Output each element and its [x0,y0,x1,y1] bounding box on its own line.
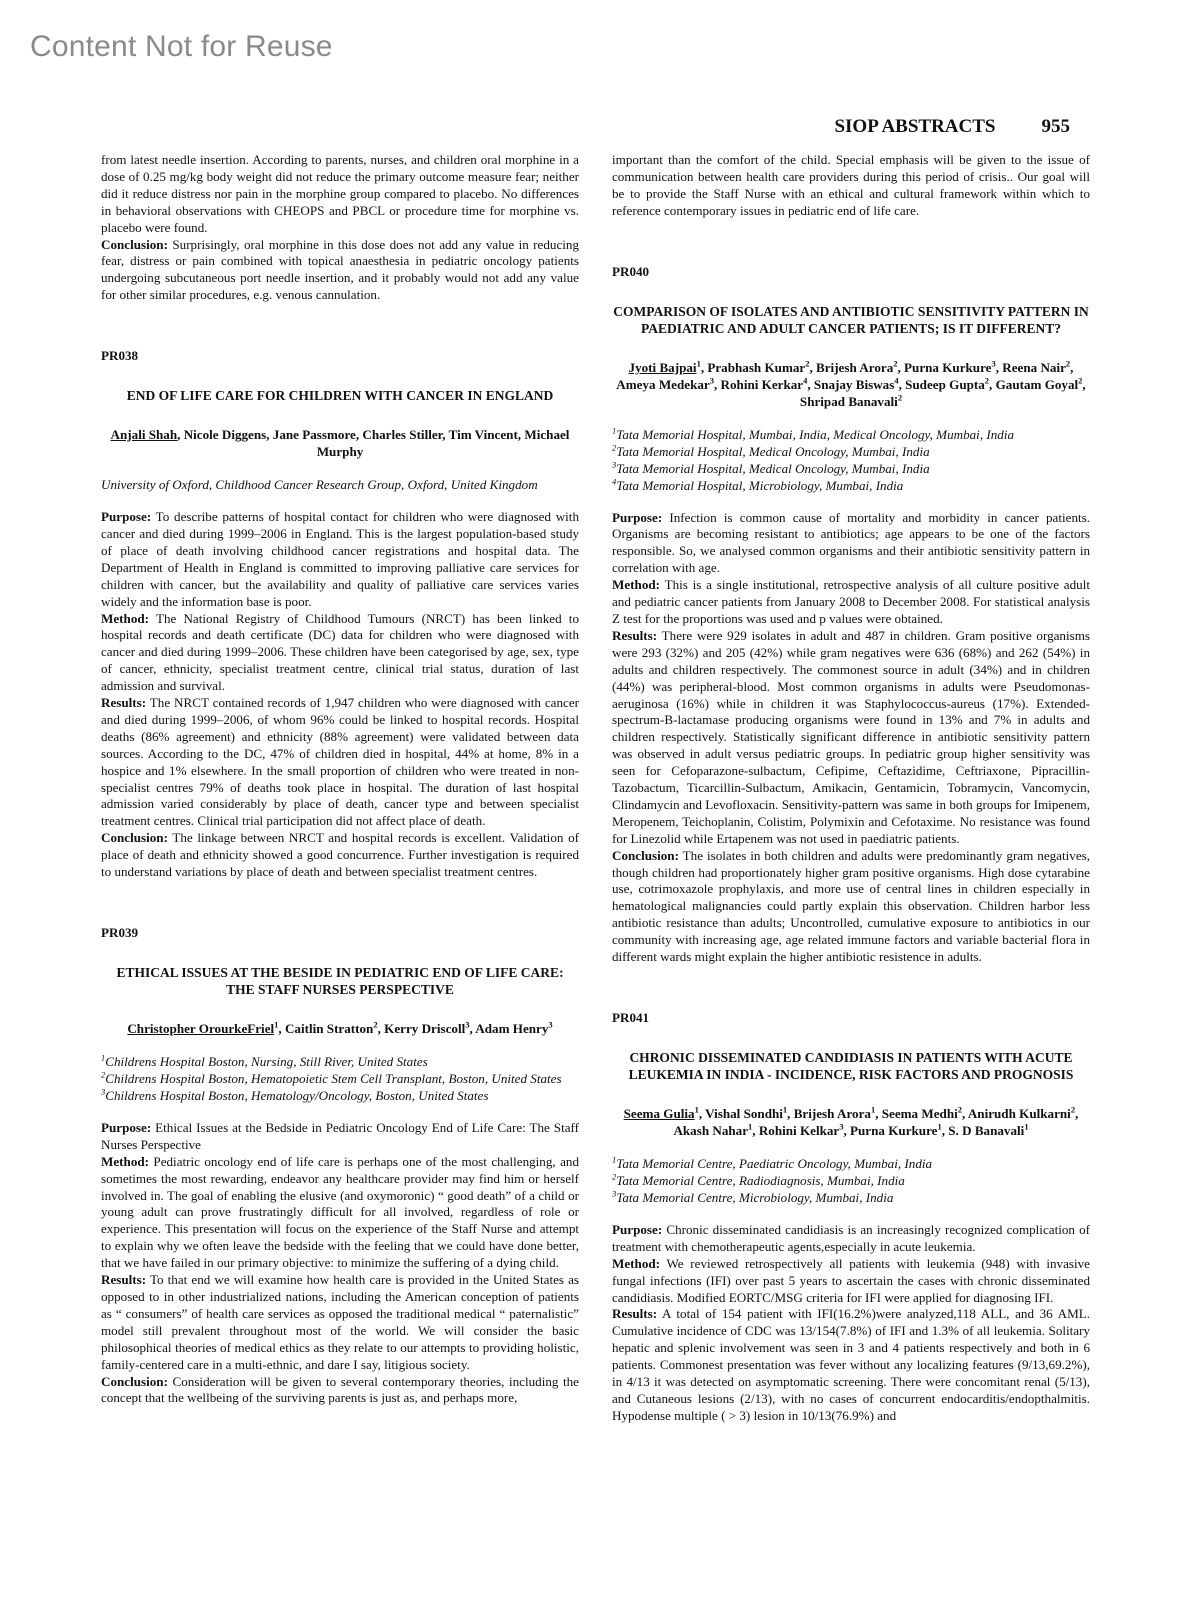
section-text: The linkage between NRCT and hospital records is excellent. Validation of place of death and ethnicity showed a good concurrence. Further investigation is required to understand variations by place of death and between specialist treatment centres. [101,830,579,880]
continued-paragraph: important than the comfort of the child. Special emphasis will be given to the issue of communication between health care providers during this period of crisis.. Our goal will be to provide the Staff Nurse with an ethical and cultural framework within which to reference contemporary issues in pediatric end of life care. [612,152,1090,218]
author: Purna Kurkure [904,359,992,375]
author: Rohini Kerkar [720,376,804,392]
author: Anirudh Kulkarni [967,1105,1071,1121]
author-sup: 2 [893,358,898,369]
author-sup: 2 [373,1019,378,1030]
author-sup: 1 [782,1104,788,1115]
author-list: Jyoti Bajpai$^1$, Prabhash Kumar$^2$, Brijesh Arora$^2$, Purna Kurkure$^3$, Reena Nair$^2$, Ameya Medekar$^3$, Rohini Kerkar$^4$, Snajay Biswas$^4$, Sudeep Gupta$^2$, Gautam Goyal$^2$, Shripad Banavali$^2$ [616,358,1086,409]
conclusion-section [101,1374,579,1408]
section-label: Purpose: [101,1119,152,1135]
author-sup: 1 [274,1019,279,1030]
section-label: Purpose: [612,509,663,525]
author: Reena Nair [1002,359,1066,375]
author-sup: 2 [957,1104,962,1115]
method-section [612,1256,1090,1307]
section-label: Purpose: [612,1221,663,1237]
abstract-code: PR039 [101,925,139,940]
affiliation: $^4$Tata Memorial Hospital, Microbiology, Mumbai, India [612,476,904,493]
author-sup: 1 [870,1104,876,1115]
author-sup: 2 [984,375,990,386]
running-head [834,116,1070,138]
affiliation-list [612,426,1090,494]
results-section [612,1306,1090,1424]
results-section [101,695,579,830]
author: Vishal Sondhi [705,1105,783,1121]
author: Brijesh Arora [816,359,894,375]
author: Gautam Goyal [995,376,1079,392]
section-label: Conclusion: [101,830,168,846]
author-sup: 1 [694,1104,699,1115]
author-sup: 1 [1024,1121,1029,1132]
section-text: The National Registry of Childhood Tumours (NRCT) has been linked to hospital records and death certificate (DC) data for children who were diagnosed with cancer and died during 1999–2006. These children have been categorised by age, sex, type of cancer, ethnicity, specialist treatment centre, clinical trial status, duration of last admission and survival. [101,610,579,694]
author: Caitlin Stratton [284,1020,374,1036]
author: Kerry Driscoll [384,1020,466,1036]
affiliation: $^3$Tata Memorial Centre, Microbiology, Mumbai, India [612,1188,894,1205]
affiliation: $^2$Childrens Hospital Boston, Hematopoietic Stem Cell Transplant, Boston, United States [101,1069,562,1086]
section-label: Results: [101,695,147,711]
method-section [101,1154,579,1272]
affiliation: $^1$Childrens Hospital Boston, Nursing, Still River, United States [101,1052,428,1069]
section-text: This is a single institutional, retrospective analysis of all culture positive adult and pediatric cancer patients from January 2008 to December 2008. For statistical analysis Z test for the proportions was used and p values were obtained. [612,577,1090,626]
abstract-title: ETHICAL ISSUES AT THE BESIDE IN PEDIATRIC END OF LIFE CARE: THE STAFF NURSES PERSPECTIVE [116,964,564,997]
author-sup: 2 [897,392,903,403]
purpose-section [101,509,579,610]
section-text: Ethical Issues at the Bedside in Pediatric Oncology End of Life Care: The Staff Nurses Perspective [101,1119,579,1152]
section-label: Method: [101,610,150,626]
section-text: A total of 154 patient with IFI(16.2%)were analyzed,118 ALL, and 36 AML. Cumulative incidence of CDC was 13/154(7.8%) of IFI and 1.3% of all leukemia. Solitary hepatic and splenic involvement was seen in 3 and 4 patients respectively and both in 6 patients. Commonest presentation was fever without any localizing features (9/13,69.2%), in 4/13 it was detected on asymptomatic screening. There were concomitant renal (5/13), and Cutaneous lesions (2/13), with no cases of concurrent endocarditis/endopthalmitis. Hypodense multiple ( > 3) lesion in 10/13(76.9%) and [612,1306,1090,1423]
purpose-section [101,1120,579,1154]
method-section [612,577,1090,628]
section-label: Results: [101,1272,147,1288]
author-sup: 3 [709,375,714,386]
author-sup: 2 [1070,1104,1076,1115]
section-label: Conclusion: [101,236,168,252]
author-sup: 1 [937,1121,942,1132]
abstract-code: PR041 [612,1010,650,1025]
affiliation: $^1$Tata Memorial Centre, Paediatric Oncology, Mumbai, India [612,1154,933,1171]
affiliation-list [101,1053,579,1104]
section-text: The NRCT contained records of 1,947 children who were diagnosed with cancer and died during 1999–2006, of whom 96% could be linked to hospital records. Hospital deaths (86% agreement) and ethnicity (88% agreement) were validated between data sources. According to the DC, 47% of children died in hospital, 44% at home, 8% in a hospice and 1% elsewhere. In the small proportion of children who were treated in non-specialist centres 79% of deaths took place in hospital. The duration of last hospital admission varied considerably by place of death, cancer type and between specialist treatment centres. Clinical trial participation did not affect place of death. [101,695,579,829]
affiliation-list [612,1155,1090,1206]
author-sup: 1 [748,1121,753,1132]
abstract-pr041 [612,1010,1090,1425]
continued-conclusion [101,237,579,305]
section-text: Consideration will be given to several contemporary theories, including the concept that the wellbeing of the surviving parents is just as, and perhaps more, [101,1373,579,1406]
author: Sudeep Gupta [905,376,985,392]
author: Adam Henry [475,1020,549,1036]
abstract-pr038 [101,348,579,881]
abstract-pr040 [612,264,1090,966]
section-label: Conclusion: [101,1373,168,1389]
section-text: We reviewed retrospectively all patients with leukemia (948) with invasive fungal infections (IFI) over past 5 years to ascertain the cases with chronic disseminated candidiasis. Modified EORTC/MSG criteria for IFI were applied for diagnosing IFI. [612,1255,1090,1305]
section-text: Infection is common cause of mortality and morbidity in cancer patients. Organisms are becoming resistant to antibiotics; age appears to be one of the factors responsible. So, we analysed common organisms and their antibiotic sensitivity pattern in correlation with age. [612,509,1090,576]
abstract-title: CHRONIC DISSEMINATED CANDIDIASIS IN PATIENTS WITH ACUTE LEUKEMIA IN INDIA - INCIDENCE, RISK FACTORS AND PROGNOSIS [628,1049,1074,1082]
section-text: The isolates in both children and adults were predominantly gram negatives, though children had proportionately higher gram positive organisms. High dose cytarabine use, cotrimoxazole prophylaxis, and more use of central lines in children especially in hematological malignancies could partly explain this observation. Children harbor less antibiotic resistance than adults; Uncontrolled, cumulative exposure to antibiotics in our community with increasing age, age related immune factors and variable bacterial flora in different wards might explain the higher antibiotic resistence in adults. [612,847,1090,965]
author: Purna Kurkure [850,1122,938,1138]
left-column [101,152,579,1407]
affiliation: $^1$Tata Memorial Hospital, Mumbai, India, Medical Oncology, Mumbai, India [612,425,1015,442]
author-sup: 1 [696,358,701,369]
other-authors: , Nicole Diggens, Jane Passmore, Charles Stiller, Tim Vincent, Michael Murphy [177,427,570,460]
affiliation: $^3$Tata Memorial Hospital, Medical Oncology, Mumbai, India [612,459,930,476]
presenting-author: Anjali Shah [110,427,178,443]
author: S. D Banavali [948,1122,1025,1138]
author-sup: 3 [465,1019,470,1030]
section-label: Purpose: [101,509,152,525]
abstract-title: COMPARISON OF ISOLATES AND ANTIBIOTIC SENSITIVITY PATTERN IN PAEDIATRIC AND ADULT CANCER PATIENTS; IS IT DIFFERENT? [613,303,1089,336]
affiliation: $^3$Childrens Hospital Boston, Hematology/Oncology, Boston, United States [101,1086,489,1103]
purpose-section [612,510,1090,578]
author-sup: 2 [1065,358,1071,369]
page-number: 955 [1041,116,1070,137]
presenting-author: Jyoti Bajpai [628,359,697,375]
abstract-title: END OF LIFE CARE FOR CHILDREN WITH CANCER IN ENGLAND [126,388,554,404]
abstract-code: PR038 [101,348,139,364]
author: Akash Nahar [673,1122,749,1138]
affiliation: $^2$Tata Memorial Centre, Radiodiagnosis, Mumbai, India [612,1171,905,1188]
purpose-section [612,1222,1090,1256]
author: Ameya Medekar [616,376,710,392]
author-list: Christopher OrourkeFriel$^1$, Caitlin Stratton$^2$, Kerry Driscoll$^3$, Adam Henry$^3$ [127,1019,553,1036]
section-label: Results: [612,1306,658,1322]
section-text: Surprisingly, oral morphine in this dose does not add any value in reducing fear, distress or pain combined with topical anaesthesia in pediatric oncology patients undergoing subcutaneous port needle insertion, and it probably would not add any value for other similar procedures, e.g. venous cannulation. [101,236,579,303]
author-sup: 2 [1078,375,1083,386]
section-label: Method: [101,1153,150,1169]
author-sup: 4 [803,375,808,386]
author-list [101,426,579,460]
author-sup: 2 [805,358,810,369]
results-section [612,628,1090,848]
presenting-author: Seema Gulia [623,1105,695,1121]
affiliation: University of Oxford, Childhood Cancer Research Group, Oxford, United Kingdom [101,477,538,493]
method-section [101,611,579,696]
affiliation: $^2$Tata Memorial Hospital, Medical Oncology, Mumbai, India [612,442,930,459]
section-label: Conclusion: [612,847,679,863]
watermark: Content Not for Reuse [30,30,333,63]
author: Rohini Kelkar [758,1122,840,1138]
continued-paragraph: from latest needle insertion. According to parents, nurses, and children oral morphine in a dose of 0.25 mg/kg body weight did not reduce the primary outcome measure fear; neither did it reduce distress nor pain in the morphine group compared to placebo. No differences in behavioral observations with CHEOPS and PBCL or procedure time for morphine vs. placebo were found. [101,152,579,235]
author: Snajay Biswas [813,376,895,392]
section-text: There were 929 isolates in adult and 487 in children. Gram positive organisms were 293 (32%) and 205 (42%) while gram negatives were 636 (68%) and 262 (54%) in adults and children respectively. The commonest source in adult (34%) and in children (44%) was peripheral-blood. Most common organisms in adults were Pseudomonas- aeruginosa (16%) while in children it was Staphylococcus-aureus (17%). Extended-spectrum-B-lactamase producing organisms were found in 13% and 7% in adults and children respectively. Statistically significant difference in antibiotic sensitivity pattern was observed in adult versus pediatric groups. In pediatric group higher sensitivity was seen for Cefoparazone-sulbactum, Cefipime, Ceftazidime, Ceftriaxone, Pipracillin-Tazobactum, Ticarcillin-Sulbactum, Amikacin, Gentamicin, Tobramycin, Vancomycin, Clindamycin and Levofloxacin. Sensitivity-pattern was same in both groups for Imipenem, Meropenem, Teichoplanin, Colistim, Polymixin and Cefotaxime. No resistance was found for Linezolid while Ertapenem was not used in paediatric patients. [612,627,1090,846]
conclusion-section [612,848,1090,966]
section-text: To describe patterns of hospital contact for children who were diagnosed with cancer and died during 1999–2006 in England. This is the largest population-based study of place of death involving childhood cancer registrations and hospital data. The Department of Health in England is committed to improving palliative care services for children with cancer, but the availability and quality of palliative care services varies widely and the information base is poor. [101,509,579,609]
section-label: Results: [612,627,658,643]
author-sup: 3 [548,1019,553,1030]
author: Seema Medhi [881,1105,958,1121]
author: Shripad Banavali [799,393,898,409]
presenting-author: Christopher OrourkeFriel [127,1020,275,1036]
section-label: Method: [612,1255,661,1271]
author-sup: 4 [894,375,899,386]
section-text: To that end we will examine how health care is provided in the United States as opposed to in other industrialized nations, including the American conception of patients as “ consumers” of health care services as opposed the traditional medical “ paternalistic” model still prevalent throughout most of the world. We will consider the basic philosophical theories of medical ethics as they relate to our attempts to providing holistic, family-centered care in a multi-ethnic, and dare I say, litigious society. [101,1272,579,1372]
section-label: Method: [612,577,661,593]
right-column [612,152,1090,1425]
conclusion-section [101,830,579,881]
section-text: Chronic disseminated candidiasis is an increasingly recognized complication of treatment with chemotherapeutic agents,especially in acute leukemia. [612,1221,1090,1254]
journal-name: SIOP ABSTRACTS [834,116,996,137]
author-sup: 3 [839,1121,844,1132]
section-text: Pediatric oncology end of life care is perhaps one of the most challenging, and sometimes the most rewarding, endeavor any healthcare provider may find him or herself involved in. The goal of enabling the elusive (and oxymoronic) “ good death” of a child or young adult can prove frustratingly difficult for all involved, regardless of role or experience. This presentation will focus on the experience of the Staff Nurse and attempt to explain why we often leave the bedside with the feeling that we could have done better, that we have failed in our primary objective: to minimize the suffering of a dying child. [101,1153,579,1271]
abstract-code: PR040 [612,263,650,279]
abstract-pr039 [101,925,579,1407]
author-sup: 3 [991,358,996,369]
author: Prabhash Kumar [707,359,806,375]
author: Brijesh Arora [793,1105,871,1121]
results-section [101,1272,579,1373]
author-list: Seema Gulia$^1$, Vishal Sondhi$^1$, Brijesh Arora$^1$, Seema Medhi$^2$, Anirudh Kulkarni$^2$, Akash Nahar$^1$, Rohini Kelkar$^3$, Purna Kurkure$^1$, S. D Banavali$^1$ [623,1104,1079,1138]
